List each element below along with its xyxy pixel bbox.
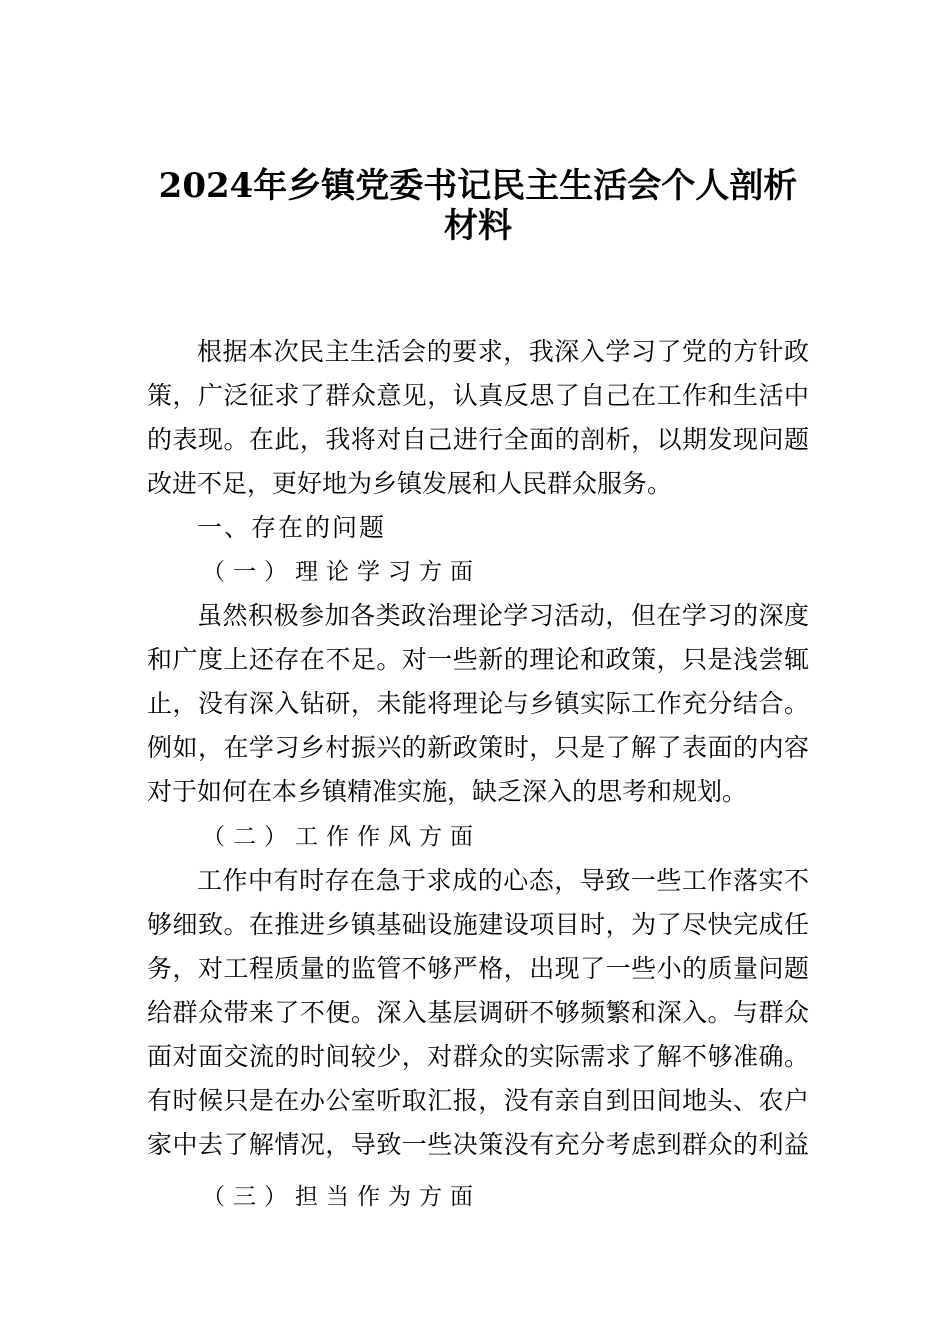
intro-paragraph xyxy=(147,330,809,506)
text-line: 的表现。在此，我将对自己进行全面的剖析，以期发现问题 xyxy=(147,425,809,454)
text-line: 和广度上还存在不足。对一些新的理论和政策，只是浅尝辄 xyxy=(147,645,809,674)
text-line: 止，没有深入钻研，未能将理论与乡镇实际工作充分结合。 xyxy=(147,689,809,718)
text-line: 虽然积极参加各类政治理论学习活动，但在学习的深度 xyxy=(197,601,809,630)
document-title-line-1: 2024年乡镇党委书记民主生活会个人剖析 xyxy=(158,166,798,206)
text-line: 例如，在学习乡村振兴的新政策时，只是了解了表面的内容 xyxy=(147,733,809,762)
paragraph-theory-study xyxy=(147,594,809,814)
text-line: 根据本次民主生活会的要求，我深入学习了党的方针政 xyxy=(197,337,809,366)
section-heading-problems: 一、存在的问题 xyxy=(197,513,387,542)
text-line: 工作中有时存在急于求成的心态，导致一些工作落实不 xyxy=(197,866,809,895)
text-line: 给群众带来了不便。深入基层调研不够频繁和深入。与群众 xyxy=(147,998,809,1027)
text-line: 家中去了解情况，导致一些决策没有充分考虑到群众的利益 xyxy=(147,1130,809,1159)
text-line: 够细致。在推进乡镇基础设施建设项目时，为了尽快完成任 xyxy=(147,910,809,939)
text-line: 有时候只是在办公室听取汇报，没有亲自到田间地头、农户 xyxy=(147,1086,809,1115)
subsection-heading-responsibility: （三）担当作为方面 xyxy=(202,1184,481,1210)
text-line: 策，广泛征求了群众意见，认真反思了自己在工作和生活中 xyxy=(147,381,809,410)
document-title-line-2: 材料 xyxy=(444,206,512,246)
text-line: 对于如何在本乡镇精准实施，缺乏深入的思考和规划。 xyxy=(147,777,748,806)
paragraph-work-style xyxy=(147,859,809,1167)
text-line: 务，对工程质量的监管不够严格，出现了一些小的质量问题 xyxy=(147,954,809,983)
subsection-heading-work-style: （二）工作作风方面 xyxy=(202,824,481,850)
subsection-heading-theory-study: （一）理论学习方面 xyxy=(202,559,481,585)
text-line: 面对面交流的时间较少，对群众的实际需求了解不够准确。 xyxy=(147,1042,809,1071)
text-line: 改进不足，更好地为乡镇发展和人民群众服务。 xyxy=(147,469,673,498)
